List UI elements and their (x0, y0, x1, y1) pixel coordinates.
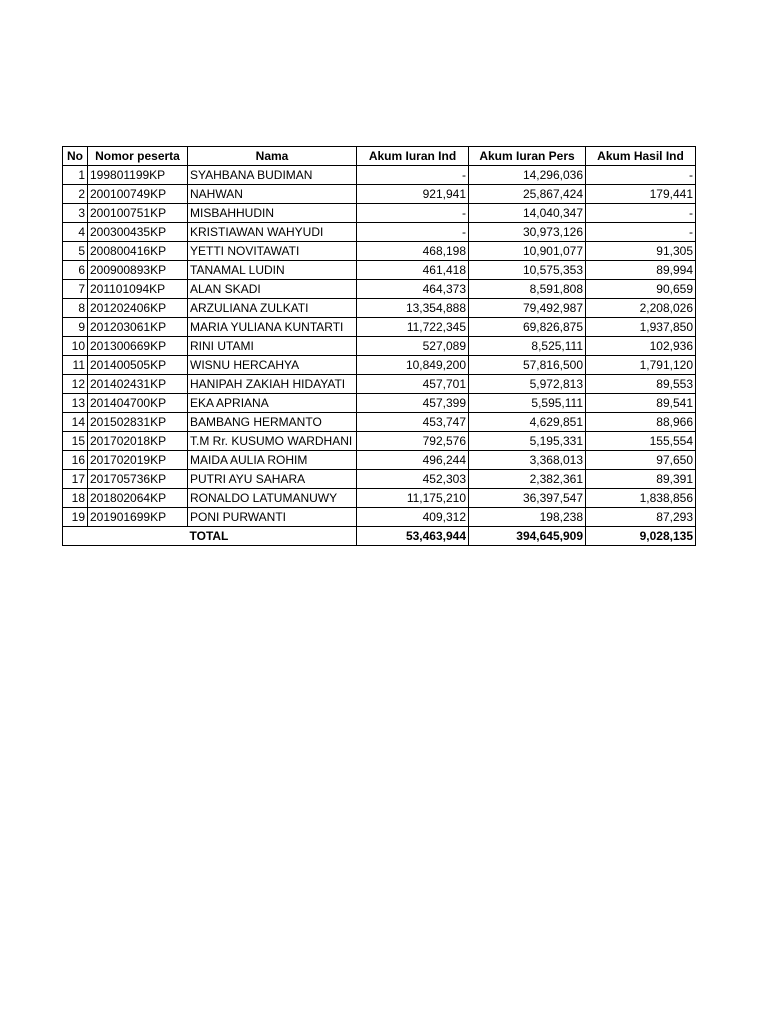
header-akum-hasil-ind: Akum Hasil Ind (586, 147, 696, 166)
table-row (63, 166, 696, 185)
cell-no: 13 (63, 394, 88, 413)
cell-akum-hasil-ind: 90,659 (586, 280, 696, 299)
total-label: TOTAL (188, 527, 357, 546)
cell-akum-iuran-ind: - (357, 223, 469, 242)
cell-nama: RONALDO LATUMANUWY (188, 489, 357, 508)
table-row (63, 242, 696, 261)
table-row (63, 204, 696, 223)
cell-akum-iuran-pers: 79,492,987 (469, 299, 586, 318)
cell-nomor-peserta: 201404700KP (88, 394, 188, 413)
table-row (63, 299, 696, 318)
cell-nomor-peserta: 201402431KP (88, 375, 188, 394)
cell-no: 2 (63, 185, 88, 204)
cell-nomor-peserta: 200300435KP (88, 223, 188, 242)
cell-nomor-peserta: 201400505KP (88, 356, 188, 375)
cell-akum-hasil-ind: - (586, 204, 696, 223)
cell-no: 5 (63, 242, 88, 261)
cell-akum-iuran-pers: 25,867,424 (469, 185, 586, 204)
table-row (63, 508, 696, 527)
cell-akum-iuran-ind: 13,354,888 (357, 299, 469, 318)
spreadsheet-area (62, 146, 696, 546)
table-row (63, 413, 696, 432)
cell-akum-iuran-ind: - (357, 166, 469, 185)
cell-no: 10 (63, 337, 88, 356)
cell-nomor-peserta: 201202406KP (88, 299, 188, 318)
cell-akum-iuran-ind: 792,576 (357, 432, 469, 451)
cell-akum-hasil-ind: - (586, 223, 696, 242)
cell-nomor-peserta: 201101094KP (88, 280, 188, 299)
table-row (63, 394, 696, 413)
cell-akum-iuran-pers: 2,382,361 (469, 470, 586, 489)
cell-akum-hasil-ind: 87,293 (586, 508, 696, 527)
cell-nomor-peserta: 201203061KP (88, 318, 188, 337)
cell-akum-iuran-ind: 452,303 (357, 470, 469, 489)
cell-nomor-peserta: 201702018KP (88, 432, 188, 451)
cell-nomor-peserta: 200900893KP (88, 261, 188, 280)
table-row (63, 261, 696, 280)
total-akum-iuran-pers: 394,645,909 (469, 527, 586, 546)
cell-akum-hasil-ind: 155,554 (586, 432, 696, 451)
cell-akum-iuran-pers: 10,575,353 (469, 261, 586, 280)
cell-akum-hasil-ind: 89,391 (586, 470, 696, 489)
cell-nomor-peserta: 200800416KP (88, 242, 188, 261)
header-akum-iuran-ind: Akum Iuran Ind (357, 147, 469, 166)
cell-nama: MAIDA AULIA ROHIM (188, 451, 357, 470)
cell-akum-iuran-ind: 457,701 (357, 375, 469, 394)
cell-nama: EKA APRIANA (188, 394, 357, 413)
cell-akum-iuran-pers: 36,397,547 (469, 489, 586, 508)
header-nama: Nama (188, 147, 357, 166)
total-akum-iuran-ind: 53,463,944 (357, 527, 469, 546)
cell-no: 18 (63, 489, 88, 508)
cell-akum-iuran-pers: 5,972,813 (469, 375, 586, 394)
cell-akum-hasil-ind: 1,838,856 (586, 489, 696, 508)
cell-no: 1 (63, 166, 88, 185)
table-row (63, 451, 696, 470)
table-row (63, 318, 696, 337)
participant-table (62, 146, 696, 546)
cell-no: 16 (63, 451, 88, 470)
cell-no: 11 (63, 356, 88, 375)
table-row (63, 337, 696, 356)
table-row (63, 470, 696, 489)
cell-nomor-peserta: 201901699KP (88, 508, 188, 527)
cell-akum-iuran-ind: 921,941 (357, 185, 469, 204)
cell-akum-iuran-pers: 14,296,036 (469, 166, 586, 185)
cell-akum-iuran-pers: 5,595,111 (469, 394, 586, 413)
cell-nama: MARIA YULIANA KUNTARTI (188, 318, 357, 337)
cell-akum-iuran-ind: 11,175,210 (357, 489, 469, 508)
header-row (63, 147, 696, 166)
cell-nama: MISBAHHUDIN (188, 204, 357, 223)
cell-akum-hasil-ind: 91,305 (586, 242, 696, 261)
cell-nomor-peserta: 200100751KP (88, 204, 188, 223)
cell-akum-iuran-pers: 8,591,808 (469, 280, 586, 299)
cell-akum-iuran-pers: 30,973,126 (469, 223, 586, 242)
cell-nama: YETTI NOVITAWATI (188, 242, 357, 261)
cell-akum-iuran-pers: 69,826,875 (469, 318, 586, 337)
table-row (63, 432, 696, 451)
cell-akum-hasil-ind: - (586, 166, 696, 185)
cell-no: 6 (63, 261, 88, 280)
cell-akum-hasil-ind: 89,553 (586, 375, 696, 394)
cell-akum-hasil-ind: 88,966 (586, 413, 696, 432)
cell-akum-iuran-pers: 4,629,851 (469, 413, 586, 432)
total-akum-hasil-ind: 9,028,135 (586, 527, 696, 546)
header-nomor-peserta: Nomor peserta (88, 147, 188, 166)
cell-no: 4 (63, 223, 88, 242)
total-row (63, 527, 696, 546)
cell-akum-hasil-ind: 1,937,850 (586, 318, 696, 337)
cell-akum-iuran-ind: 409,312 (357, 508, 469, 527)
header-akum-iuran-pers: Akum Iuran Pers (469, 147, 586, 166)
table-row (63, 280, 696, 299)
table-row (63, 185, 696, 204)
cell-no: 19 (63, 508, 88, 527)
table-row (63, 223, 696, 242)
cell-akum-iuran-pers: 3,368,013 (469, 451, 586, 470)
cell-akum-hasil-ind: 1,791,120 (586, 356, 696, 375)
cell-no: 17 (63, 470, 88, 489)
cell-nomor-peserta: 201705736KP (88, 470, 188, 489)
cell-akum-iuran-pers: 5,195,331 (469, 432, 586, 451)
table-body (63, 166, 696, 527)
cell-nama: T.M Rr. KUSUMO WARDHANI (188, 432, 357, 451)
cell-akum-iuran-pers: 198,238 (469, 508, 586, 527)
cell-no: 3 (63, 204, 88, 223)
cell-nama: WISNU HERCAHYA (188, 356, 357, 375)
cell-akum-hasil-ind: 102,936 (586, 337, 696, 356)
cell-akum-iuran-ind: 464,373 (357, 280, 469, 299)
cell-akum-iuran-pers: 14,040,347 (469, 204, 586, 223)
cell-akum-hasil-ind: 89,994 (586, 261, 696, 280)
cell-nama: NAHWAN (188, 185, 357, 204)
cell-no: 7 (63, 280, 88, 299)
cell-nomor-peserta: 201802064KP (88, 489, 188, 508)
cell-akum-iuran-ind: 496,244 (357, 451, 469, 470)
cell-akum-hasil-ind: 2,208,026 (586, 299, 696, 318)
cell-akum-iuran-ind: 457,399 (357, 394, 469, 413)
cell-nama: HANIPAH ZAKIAH HIDAYATI (188, 375, 357, 394)
cell-akum-iuran-pers: 8,525,111 (469, 337, 586, 356)
table-row (63, 489, 696, 508)
cell-nama: ALAN SKADI (188, 280, 357, 299)
cell-akum-iuran-pers: 10,901,077 (469, 242, 586, 261)
cell-akum-iuran-ind: 11,722,345 (357, 318, 469, 337)
cell-nomor-peserta: 201702019KP (88, 451, 188, 470)
cell-nomor-peserta: 201502831KP (88, 413, 188, 432)
cell-akum-hasil-ind: 97,650 (586, 451, 696, 470)
cell-no: 14 (63, 413, 88, 432)
cell-nama: PUTRI AYU SAHARA (188, 470, 357, 489)
cell-nama: TANAMAL LUDIN (188, 261, 357, 280)
cell-nomor-peserta: 199801199KP (88, 166, 188, 185)
cell-no: 15 (63, 432, 88, 451)
cell-akum-iuran-ind: 468,198 (357, 242, 469, 261)
cell-nama: KRISTIAWAN WAHYUDI (188, 223, 357, 242)
cell-nama: ARZULIANA ZULKATI (188, 299, 357, 318)
cell-nama: RINI UTAMI (188, 337, 357, 356)
cell-no: 8 (63, 299, 88, 318)
table-row (63, 356, 696, 375)
cell-akum-iuran-ind: 10,849,200 (357, 356, 469, 375)
cell-nomor-peserta: 201300669KP (88, 337, 188, 356)
cell-akum-iuran-ind: 527,089 (357, 337, 469, 356)
cell-nama: BAMBANG HERMANTO (188, 413, 357, 432)
cell-akum-hasil-ind: 179,441 (586, 185, 696, 204)
cell-nama: PONI PURWANTI (188, 508, 357, 527)
cell-nama: SYAHBANA BUDIMAN (188, 166, 357, 185)
total-blank-cell (63, 527, 188, 546)
cell-akum-iuran-ind: 461,418 (357, 261, 469, 280)
cell-no: 9 (63, 318, 88, 337)
cell-akum-iuran-ind: - (357, 204, 469, 223)
cell-akum-iuran-pers: 57,816,500 (469, 356, 586, 375)
cell-akum-hasil-ind: 89,541 (586, 394, 696, 413)
table-row (63, 375, 696, 394)
cell-nomor-peserta: 200100749KP (88, 185, 188, 204)
cell-akum-iuran-ind: 453,747 (357, 413, 469, 432)
cell-no: 12 (63, 375, 88, 394)
header-no: No (63, 147, 88, 166)
